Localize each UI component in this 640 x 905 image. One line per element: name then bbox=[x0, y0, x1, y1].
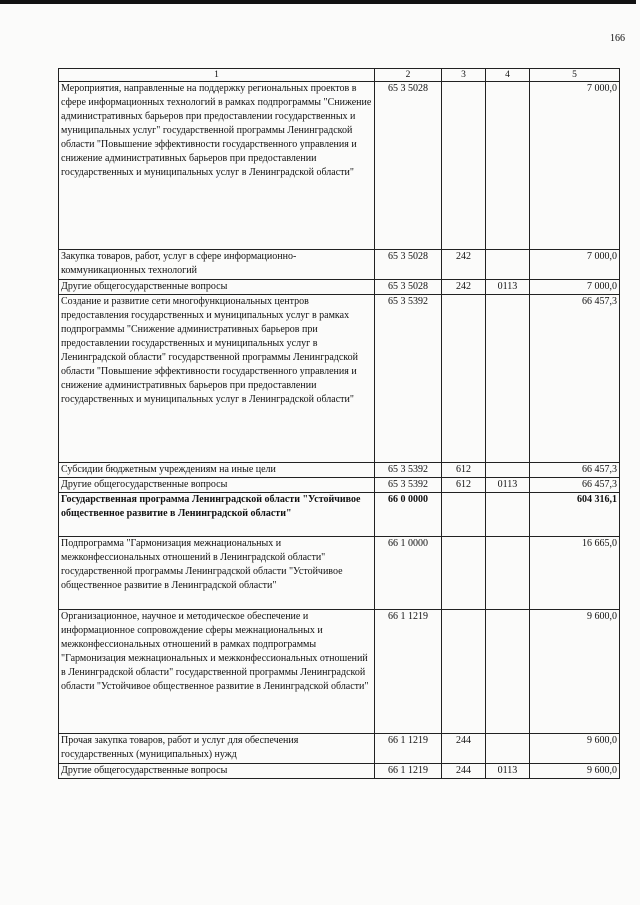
row-section-code bbox=[486, 463, 530, 478]
row-section-code bbox=[486, 734, 530, 764]
row-expense-type bbox=[442, 610, 486, 734]
row-amount: 7 000,0 bbox=[530, 82, 620, 250]
row-description: Другие общегосударственные вопросы bbox=[59, 280, 375, 295]
row-section-code: 0113 bbox=[486, 280, 530, 295]
row-description: Создание и развитие сети многофункциональных центров предоставления государственных и муниципальных услуг в рамках подпрограммы "Снижение административных барьеров при предоставлении государственных и муниципальных услуг в Ленинградской области" государственной программы Ленинградской области "Повышение эффективности государственного управления и снижение административных барьеров при предоставлении государственных и муниципальных услуг в Ленинградской области" bbox=[59, 295, 375, 463]
row-target-code: 65 3 5028 bbox=[375, 250, 442, 280]
row-expense-type: 242 bbox=[442, 250, 486, 280]
row-target-code: 66 1 1219 bbox=[375, 610, 442, 734]
row-description: Другие общегосударственные вопросы bbox=[59, 764, 375, 779]
table-row bbox=[59, 734, 620, 764]
column-number-3: 3 bbox=[442, 69, 486, 82]
table-row bbox=[59, 250, 620, 280]
column-number-2: 2 bbox=[375, 69, 442, 82]
row-section-code bbox=[486, 610, 530, 734]
row-expense-type: 244 bbox=[442, 734, 486, 764]
row-description: Прочая закупка товаров, работ и услуг для обеспечения государственных (муниципальных) нужд bbox=[59, 734, 375, 764]
top-border-rule bbox=[0, 0, 636, 4]
row-amount: 9 600,0 bbox=[530, 734, 620, 764]
table-row bbox=[59, 295, 620, 463]
row-amount: 66 457,3 bbox=[530, 463, 620, 478]
row-target-code: 66 1 1219 bbox=[375, 734, 442, 764]
row-description: Закупка товаров, работ, услуг в сфере информационно-коммуникационных технологий bbox=[59, 250, 375, 280]
row-section-code bbox=[486, 537, 530, 610]
row-section-code bbox=[486, 493, 530, 537]
table-row bbox=[59, 610, 620, 734]
row-description: Субсидии бюджетным учреждениям на иные цели bbox=[59, 463, 375, 478]
table-row bbox=[59, 764, 620, 779]
row-description: Государственная программа Ленинградской области "Устойчивое общественное развитие в Ленинградской области" bbox=[59, 493, 375, 537]
column-number-4: 4 bbox=[486, 69, 530, 82]
row-description: Подпрограмма "Гармонизация межнациональных и межконфессиональных отношений в Ленинградской области" государственной программы Ленинградской области "Устойчивое общественное развитие в Ленинградской области" bbox=[59, 537, 375, 610]
row-target-code: 66 1 0000 bbox=[375, 537, 442, 610]
row-amount: 66 457,3 bbox=[530, 295, 620, 463]
row-target-code: 65 3 5028 bbox=[375, 82, 442, 250]
row-description: Мероприятия, направленные на поддержку региональных проектов в сфере информационных технологий в рамках подпрограммы "Снижение административных барьеров при предоставлении государственных и муниципальных услуг" государственной программы Ленинградской области "Повышение эффективности государственного управления и снижение административных барьеров при предоставлении государственных и муниципальных услуг в Ленинградской области" bbox=[59, 82, 375, 250]
row-description: Организационное, научное и методическое обеспечение и информационное сопровождение сферы межнациональных и межконфессиональных отношений в рамках подпрограммы "Гармонизация межнациональных и межконфессиональных отношений в Ленинградской области" государственной программы Ленинградской области "Устойчивое общественное развитие в Ленинградской области" bbox=[59, 610, 375, 734]
column-number-1: 1 bbox=[59, 69, 375, 82]
table-row bbox=[59, 493, 620, 537]
budget-table bbox=[58, 68, 620, 779]
row-target-code: 65 3 5028 bbox=[375, 280, 442, 295]
table-row bbox=[59, 82, 620, 250]
row-expense-type: 612 bbox=[442, 478, 486, 493]
row-amount: 7 000,0 bbox=[530, 250, 620, 280]
row-section-code bbox=[486, 82, 530, 250]
row-target-code: 66 1 1219 bbox=[375, 764, 442, 779]
table-row bbox=[59, 463, 620, 478]
row-expense-type: 242 bbox=[442, 280, 486, 295]
row-amount: 16 665,0 bbox=[530, 537, 620, 610]
row-section-code: 0113 bbox=[486, 764, 530, 779]
row-amount: 9 600,0 bbox=[530, 764, 620, 779]
row-expense-type bbox=[442, 295, 486, 463]
row-target-code: 65 3 5392 bbox=[375, 463, 442, 478]
row-target-code: 65 3 5392 bbox=[375, 478, 442, 493]
row-section-code bbox=[486, 295, 530, 463]
row-target-code: 66 0 0000 bbox=[375, 493, 442, 537]
row-target-code: 65 3 5392 bbox=[375, 295, 442, 463]
row-expense-type: 244 bbox=[442, 764, 486, 779]
row-expense-type bbox=[442, 537, 486, 610]
row-amount: 9 600,0 bbox=[530, 610, 620, 734]
table-row bbox=[59, 280, 620, 295]
row-amount: 7 000,0 bbox=[530, 280, 620, 295]
row-expense-type bbox=[442, 82, 486, 250]
column-number-row bbox=[59, 69, 620, 82]
row-amount: 604 316,1 bbox=[530, 493, 620, 537]
row-expense-type: 612 bbox=[442, 463, 486, 478]
row-section-code bbox=[486, 250, 530, 280]
row-description: Другие общегосударственные вопросы bbox=[59, 478, 375, 493]
page-number: 166 bbox=[610, 33, 625, 44]
row-expense-type bbox=[442, 493, 486, 537]
column-number-5: 5 bbox=[530, 69, 620, 82]
budget-table-body bbox=[59, 69, 620, 779]
table-row bbox=[59, 537, 620, 610]
row-section-code: 0113 bbox=[486, 478, 530, 493]
row-amount: 66 457,3 bbox=[530, 478, 620, 493]
table-row bbox=[59, 478, 620, 493]
